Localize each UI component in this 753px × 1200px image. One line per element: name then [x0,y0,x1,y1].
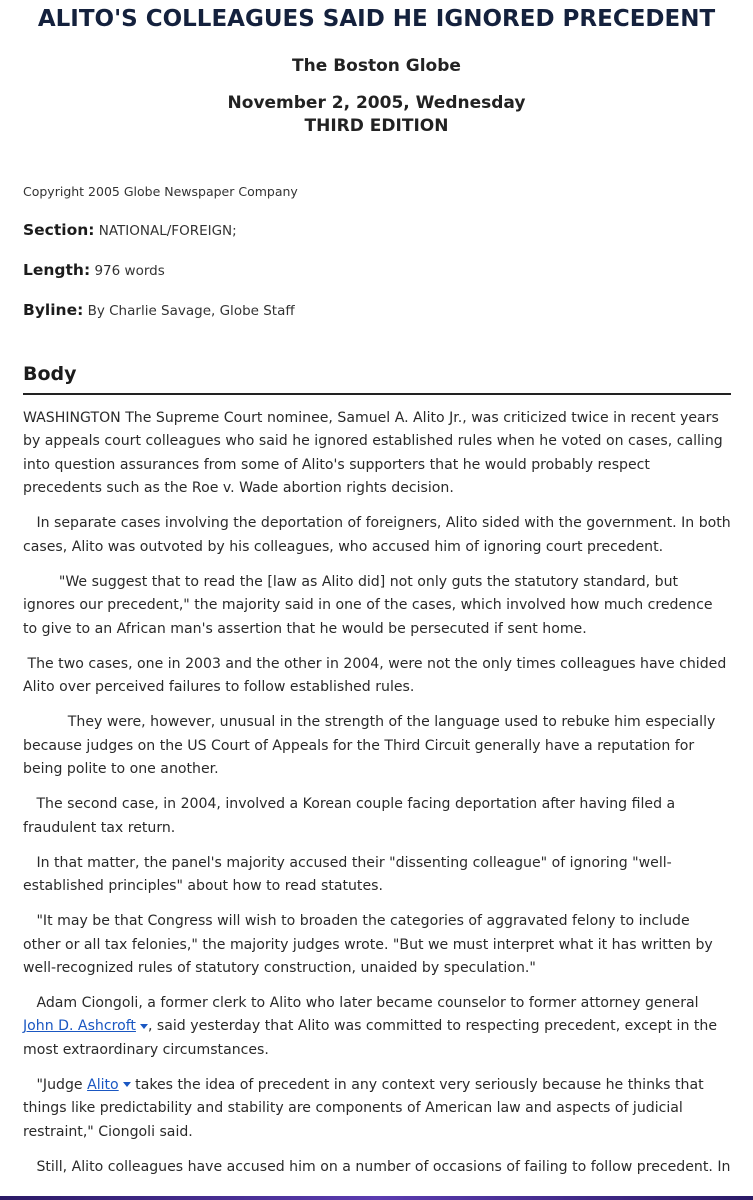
paragraph: The second case, in 2004, involved a Korean couple facing deportation after having filed a fraudulent tax return. [23,796,676,836]
copyright: Copyright 2005 Globe Newspaper Company [23,184,298,199]
paragraph: In that matter, the panel's majority accused their "dissenting colleague" of ignoring "well-established principles" about how to read statutes. [23,854,672,895]
paragraph-text: takes the idea of precedent in any context very seriously because he thinks that things like predictability and stability are components of American law and aspects of judicial restraint," Ciongoli said. [23,1076,704,1140]
paragraph [23,1074,731,1144]
body-heading: Body [23,363,731,395]
publication-name: The Boston Globe [292,56,461,76]
paragraph: They were, however, unusual in the strength of the language used to rebuke him especially because judges on the US Court of Appeals for the Third Circuit generally have a reputation for being polite to one another. [23,714,716,778]
dropdown-caret-icon[interactable] [123,1082,131,1087]
publication-date: November 2, 2005, Wednesday [227,93,526,113]
byline-field [23,301,753,319]
paragraph: "It may be that Congress will wish to broaden the categories of aggravated felony to include other or all tax felonies," the majority judges wrote. "But we must interpret what it has written by well-recognized rules of statutory construction, unaided by speculation." [23,913,713,976]
length-label: Length: [23,261,91,279]
byline-value: By Charlie Savage, Globe Staff [87,303,295,319]
length-field [23,261,753,279]
article-meta [0,184,753,319]
section-label: Section: [23,221,95,239]
paragraph: In separate cases involving the deportation of foreigners, Alito sided with the government. In both cases, Alito was outvoted by his colleagues, who accused him of ignoring court precedent. [23,515,731,555]
article-body [0,407,753,1179]
section-value: NATIONAL/FOREIGN; [98,223,237,239]
section-field [23,221,753,239]
paragraph: The two cases, one in 2003 and the other in 2004, were not the only times colleagues have chided Alito over perceived failures to follow established rules. [23,655,727,696]
paragraph-text: , said yesterday that Alito was committed to respecting precedent, except in the most extraordinary circumstances. [23,1018,718,1058]
length-value: 976 words [94,263,165,279]
alito-link[interactable]: Alito [87,1076,119,1093]
paragraph: WASHINGTON The Supreme Court nominee, Samuel A. Alito Jr., was criticized twice in recent years by appeals court colleagues who said he ignored established rules when he voted on cases, calling into question assurances from some of Alito's supporters that he would probably respect precedents such as the Roe v. Wade abortion rights decision. [23,410,723,497]
ashcroft-link[interactable]: John D. Ashcroft [23,1018,136,1035]
paragraph [23,992,731,1062]
article-title: ALITO'S COLLEAGUES SAID HE IGNORED PRECEDENT [37,6,716,32]
edition: THIRD EDITION [304,116,449,136]
byline-label: Byline: [23,301,84,319]
bottom-edge-bar [0,1196,753,1200]
publication-date-block [0,92,753,138]
paragraph: Still, Alito colleagues have accused him on a number of occasions of failing to follow precedent. In [23,1158,731,1175]
paragraph: "We suggest that to read the [law as Alito did] not only guts the statutory standard, but ignores our precedent," the majority said in one of the cases, which involved how much credence to give to an African man's assertion that he would be persecuted if sent home. [23,573,713,637]
paragraph-text: Adam Ciongoli, a former clerk to Alito who later became counselor to former attorney general [23,995,699,1012]
paragraph-text: "Judge [23,1076,88,1093]
dropdown-caret-icon[interactable] [140,1024,148,1029]
